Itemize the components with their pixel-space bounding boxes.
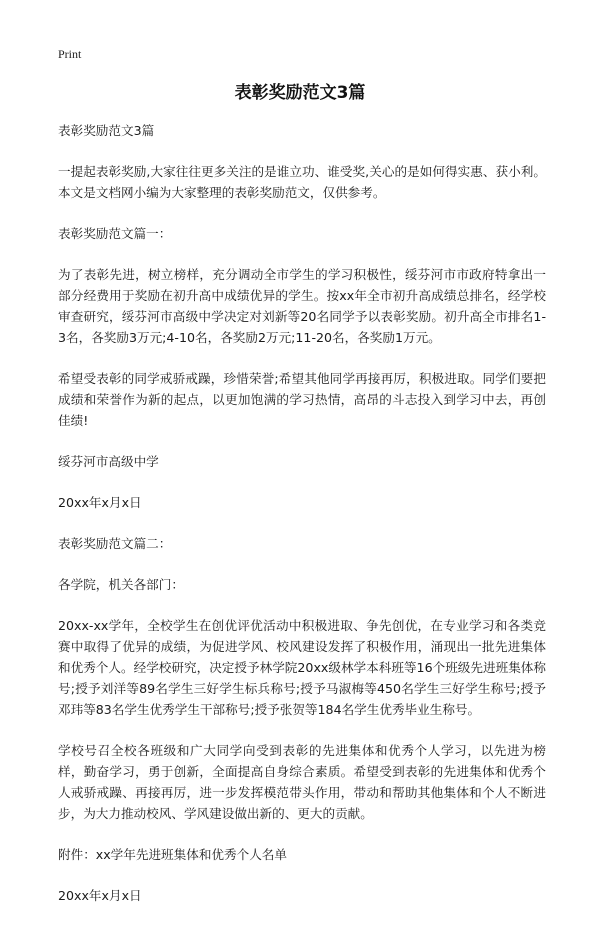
paragraph-call-to-action: 学校号召全校各班级和广大同学向受到表彰的先进集体和优秀个人学习，以先进为榜样，勤奋学习，勇于创新，全面提高自身综合素质。希望受到表彰的先进集体和优秀个人戒骄戒躁、再接再厉，进一步发挥模范带头作用，带动和帮助其他集体和个人不断进步，为大力推动校风、学风建设做出新的、更大的贡献。 xyxy=(58,743,546,821)
signature-school: 绥芬河市高级中学 xyxy=(58,454,159,469)
print-link[interactable]: Print xyxy=(58,47,82,61)
heading-sample-one: 表彰奖励范文篇一： xyxy=(58,226,172,241)
paragraph-encouragement: 希望受表彰的同学戒骄戒躁，珍惜荣誉;希望其他同学再接再厉，积极进取。同学们要把成绩和荣誉作为新的起点，以更加饱满的学习热情，高昂的斗志投入到学习中去，再创佳绩! xyxy=(58,371,546,428)
document-title: 表彰奖励范文3篇 xyxy=(234,83,366,103)
salutation: 各学院，机关各部门： xyxy=(58,577,184,592)
date-line-one: 20xx年x月x日 xyxy=(58,495,142,510)
attachment-line: 附件：xx学年先进班集体和优秀个人名单 xyxy=(58,847,287,862)
date-line-two: 20xx年x月x日 xyxy=(58,888,142,903)
paragraph-honors-list: 20xx-xx学年，全校学生在创优评优活动中积极进取、争先创优，在专业学习和各类竞赛中取得了优异的成绩，为促进学风、校风建设发挥了积极作用，涌现出一批先进集体和优秀个人。经学校研究，决定授予林学院20xx级林学本科班等16个班级先进班集体称号;授予刘洋等89名学生三好学生标兵称号;授予马淑梅等450名学生三好学生称号;授予邓玮等83名学生优秀学生干部称号;授予张贺等184名学生优秀毕业生称号。 xyxy=(58,618,546,717)
paragraph-intro: 一提起表彰奖励,大家往往更多关注的是谁立功、谁受奖,关心的是如何得实惠、获小利。本文是文档网小编为大家整理的表彰奖励范文，仅供参考。 xyxy=(58,164,546,200)
paragraph-subtitle: 表彰奖励范文3篇 xyxy=(58,123,155,138)
heading-sample-two: 表彰奖励范文篇二： xyxy=(58,536,172,551)
document-body xyxy=(58,120,546,926)
paragraph-award-details: 为了表彰先进，树立榜样，充分调动全市学生的学习积极性，绥芬河市市政府特拿出一部分经费用于奖励在初升高中成绩优异的学生。按xx年全市初升高成绩总排名，经学校审查研究，绥芬河市高级中学决定对刘新等20名同学予以表彰奖励。初升高全市排名1-3名，各奖励3万元;4-10名，各奖励2万元;11-20名，各奖励1万元。 xyxy=(58,267,546,345)
